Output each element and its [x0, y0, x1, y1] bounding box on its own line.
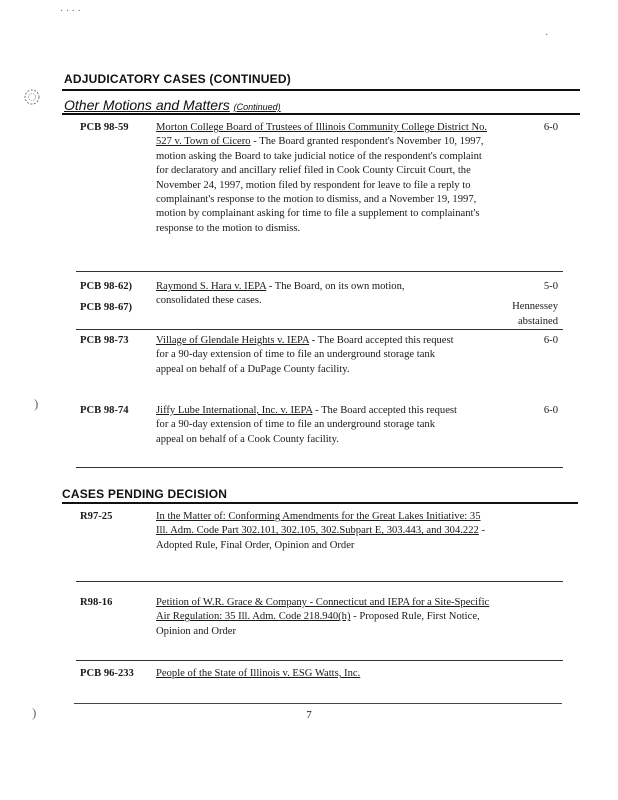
- case-text: - The Board, on its own motion, consolidated these cases.: [156, 281, 405, 307]
- heading-rule: [62, 89, 580, 91]
- scan-mark: ): [32, 705, 37, 720]
- case-number: PCB 98-73: [80, 335, 129, 346]
- case-vote: 6-0: [543, 405, 558, 416]
- case-divider: [76, 581, 563, 582]
- case-vote-note: Hennessey abstained: [512, 301, 558, 327]
- scan-mark: ): [34, 396, 39, 411]
- case-divider: [76, 467, 563, 468]
- page-number: 7: [306, 709, 312, 721]
- case-text: - The Board granted respondent's November 10, 1997, motion asking the Board to take judicial notice of the respondent's complaint for declaratory and ancillary relief filed in Cook County Circuit Court, the November 24, 1997, motion filed by respondent for leave to file a reply to complainant's response to the motion to dismiss, and a November 19, 1997, motion by complainant asking for time to file a supplement to complainant's response to the motion to dismiss.: [156, 136, 484, 234]
- pending-title: In the Matter of: Conforming Amendments for the Great Lakes Initiative: 35 Ill. Adm. Code Part 302.101, 302.105, 302.Subpart E, 303.443, and 304.222: [156, 511, 481, 537]
- case-entry: [80, 121, 562, 251]
- other-motions-heading: [64, 97, 281, 113]
- pending-entry: [80, 596, 562, 640]
- case-number-consolidated: PCB 98-67): [80, 302, 133, 313]
- case-title: Morton College Board of Trustees of Illinois Community College District No. 527 v. Town of Cicero: [156, 122, 488, 148]
- case-description: [156, 334, 458, 377]
- case-title: Raymond S. Hara v. IEPA: [156, 281, 267, 292]
- case-divider: [76, 271, 563, 272]
- case-text: - The Board accepted this request for a 90-day extension of time to file an underground storage tank appeal on behalf of a Cook County facility.: [156, 405, 457, 445]
- case-number: PCB 98-74: [80, 405, 129, 416]
- scan-speck: · · · ·: [60, 6, 81, 17]
- case-entry: [80, 280, 562, 330]
- case-title: Jiffy Lube International, Inc. v. IEPA: [156, 405, 313, 416]
- adjudicatory-cases-heading: ADJUDICATORY CASES (CONTINUED): [64, 72, 291, 86]
- other-motions-title: Other Motions and Matters: [64, 97, 230, 113]
- subheading-rule: [62, 113, 580, 115]
- case-vote: 5-0: [543, 281, 558, 292]
- pending-description: [156, 667, 490, 681]
- case-divider: [76, 660, 563, 661]
- case-number: PCB 98-62): [80, 281, 133, 292]
- seal-icon: [22, 88, 42, 106]
- pending-entry: [80, 510, 562, 570]
- pending-description: [156, 596, 490, 639]
- pending-number: R97-25: [80, 511, 113, 522]
- scan-speck: ·: [545, 30, 549, 41]
- pending-description: [156, 510, 490, 553]
- case-title: Village of Glendale Heights v. IEPA: [156, 335, 310, 346]
- case-vote: 6-0: [543, 335, 558, 346]
- case-description: [156, 404, 458, 447]
- footer-rule: [74, 703, 562, 704]
- cases-pending-heading: CASES PENDING DECISION: [62, 487, 228, 501]
- case-description: [156, 280, 456, 309]
- pending-title: Petition of W.R. Grace & Company - Connecticut and IEPA for a Site-Specific Air Regulation: 35 Ill. Adm. Code 218.940(h): [156, 597, 490, 623]
- pending-title: People of the State of Illinois v. ESG Watts, Inc.: [156, 668, 361, 679]
- other-motions-continued: (Continued): [233, 102, 281, 112]
- case-number: PCB 98-59: [80, 122, 129, 133]
- pending-text: - Proposed Rule, First Notice, Opinion and Order: [156, 611, 480, 637]
- case-text: - The Board accepted this request for a 90-day extension of time to file an underground storage tank appeal on behalf of a DuPage County facility.: [156, 335, 454, 375]
- case-entry: [80, 334, 562, 384]
- pending-number: R98-16: [80, 597, 113, 608]
- pending-number: PCB 96-233: [80, 668, 134, 679]
- heading-rule: [62, 502, 578, 504]
- pending-text: - Adopted Rule, Final Order, Opinion and Order: [156, 525, 485, 551]
- case-vote: 6-0: [543, 122, 558, 133]
- case-entry: [80, 404, 562, 454]
- case-description: [156, 121, 492, 236]
- case-divider: [76, 329, 563, 330]
- pending-entry: [80, 667, 562, 685]
